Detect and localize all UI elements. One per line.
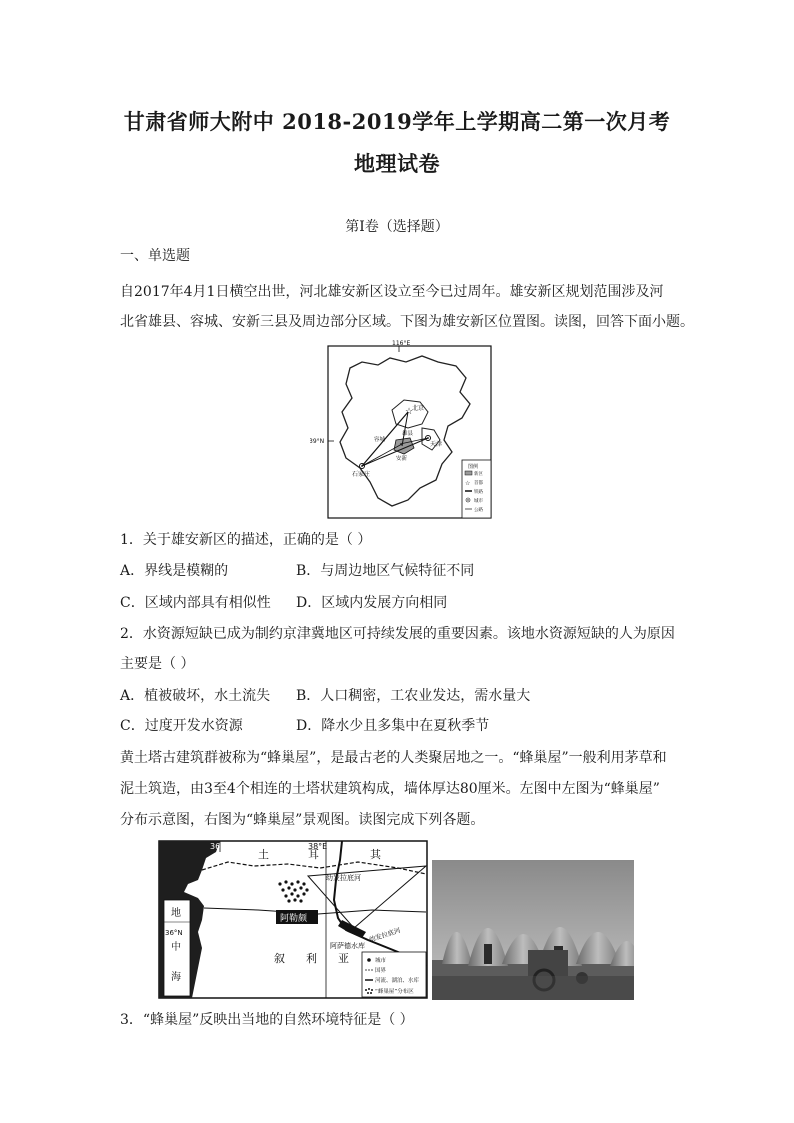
svg-text:铁路: 铁路 (474, 490, 483, 495)
svg-text:天津: 天津 (430, 441, 443, 448)
q2-option-d: D．降水少且多集中在夏秋季节 (296, 718, 490, 734)
page-subtitle: 地理试卷 (354, 151, 440, 176)
intro2-line3: 分布示意图，右图为“蜂巢屋”景观图。读图完成下列各题。 (120, 812, 485, 828)
svg-text:海: 海 (171, 972, 181, 983)
svg-text:阿勒颇: 阿勒颇 (280, 914, 308, 924)
intro1-line2: 北省雄县、容城、安新三县及周边部分区域。下图为雄安新区位置图。读图，回答下面小题。 (120, 314, 694, 330)
q1-option-d: D．区域内发展方向相同 (296, 595, 448, 611)
svg-text:容城: 容城 (374, 437, 386, 443)
svg-text:“蜂巢屋”分布区: “蜂巢屋”分布区 (375, 989, 414, 995)
q1-option-b: B．与周边地区气候特征不同 (296, 563, 475, 579)
svg-text:河流、湖泊、水库: 河流、湖泊、水库 (375, 978, 420, 984)
q2-option-c: C．过度开发水资源 (120, 718, 243, 734)
capital-icon: ☆ (405, 407, 414, 417)
intro2-line1: 黄土塔古建筑群被称为“蜂巢屋”，是最古老的人类聚居地之一。“蜂巢屋”一般利用茅草和 (120, 750, 667, 766)
svg-text:116°E: 116°E (392, 340, 411, 347)
svg-text:北京: 北京 (412, 405, 425, 412)
q2-option-a: A．植被破坏，水土流失 (120, 688, 271, 704)
svg-text:中: 中 (171, 942, 181, 953)
q2-stem-line1: 2．水资源短缺已成为制约京津冀地区可持续发展的重要因素。该地水资源短缺的人为原因 (120, 626, 675, 642)
svg-text:安新: 安新 (396, 456, 408, 462)
page-title: 甘肃省师大附中 2018-2019学年上学期高二第一次月考 (123, 109, 671, 134)
q2-stem-line2: 主要是（ ） (120, 656, 195, 672)
svg-text:☆: ☆ (465, 480, 471, 487)
svg-text:图例: 图例 (468, 464, 479, 470)
part-heading: 一、单选题 (120, 248, 190, 264)
section-heading: 第I卷（选择题） (345, 219, 449, 235)
svg-text:地: 地 (171, 908, 181, 919)
svg-text:首都: 首都 (474, 481, 483, 486)
svg-text:新区: 新区 (474, 472, 483, 477)
q1-stem: 1．关于雄安新区的描述，正确的是（ ） (120, 532, 372, 548)
svg-text:公路: 公路 (474, 508, 483, 513)
q1-option-a: A．界线是模糊的 (120, 563, 229, 579)
intro1-line1: 自2017年4月1日横空出世，河北雄安新区设立至今已过周年。雄安新区规划范围涉及河 (120, 284, 664, 300)
svg-text:38°E: 38°E (308, 842, 328, 851)
svg-text:36°N: 36°N (165, 929, 183, 937)
q3-stem: 3．“蜂巢屋”反映出当地的自然环境特征是（ ） (120, 1012, 414, 1028)
svg-text:石家庄: 石家庄 (352, 471, 371, 478)
xiongan-location-map (310, 340, 500, 520)
svg-text:利: 利 (306, 952, 317, 965)
svg-text:幼发拉底河: 幼发拉底河 (368, 926, 402, 944)
svg-text:其: 其 (370, 848, 381, 861)
svg-text:国界: 国界 (375, 968, 387, 974)
beehive-house-photo (432, 860, 634, 1000)
q1-option-c: C．区域内部具有相似性 (120, 595, 271, 611)
intro2-line2: 泥土筑造，由3至4个相连的土塔状建筑构成，墙体厚达80厘米。左图中左图为“蜂巢屋” (120, 781, 660, 797)
q2-option-b: B．人口稠密，工农业发达，需水量大 (296, 688, 531, 704)
svg-text:幼发拉底河: 幼发拉底河 (326, 874, 361, 882)
svg-text:土: 土 (258, 848, 269, 861)
svg-text:36°E: 36°E (210, 842, 230, 851)
svg-text:39°N: 39°N (310, 438, 325, 445)
svg-text:阿萨德水库: 阿萨德水库 (330, 942, 365, 950)
svg-text:城市: 城市 (375, 958, 387, 964)
svg-text:城市: 城市 (474, 499, 483, 504)
svg-text:雄县: 雄县 (402, 431, 414, 437)
svg-text:叙: 叙 (274, 952, 285, 965)
svg-text:耳: 耳 (308, 848, 319, 861)
beehive-distribution-map (158, 840, 428, 1000)
svg-text:亚: 亚 (338, 952, 349, 965)
